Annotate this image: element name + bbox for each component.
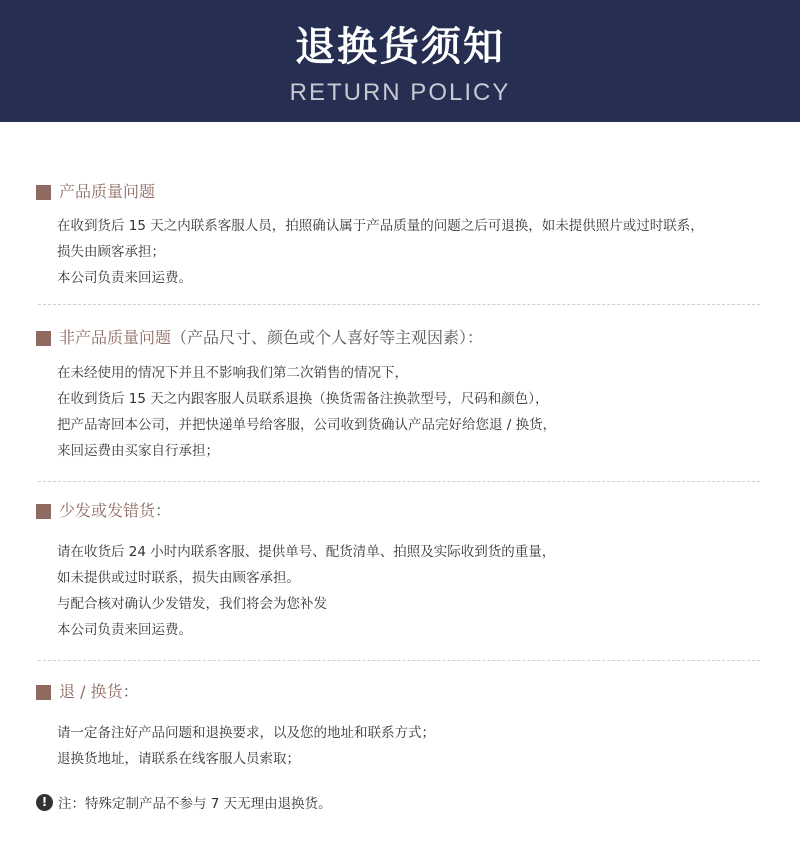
square-bullet-icon	[36, 504, 51, 519]
section-title-suffix: ：	[122, 682, 139, 701]
body-line: 把产品寄回本公司，并把快递单号给客服，公司收到货确认产品完好给您退 / 换货，	[57, 417, 557, 433]
square-bullet-icon	[36, 185, 51, 200]
body-line: 请在收货后 24 小时内联系客服、提供单号、配货清单、拍照及实际收到货的重量，	[57, 544, 556, 560]
section-body-non-quality	[57, 360, 777, 464]
body-line: 来回运费由买家自行承担；	[57, 443, 219, 459]
page-subtitle: RETURN POLICY	[289, 79, 511, 106]
body-line: 本公司负责来回运费。	[57, 622, 192, 638]
body-line: 如未提供或过时联系，损失由顾客承担。	[57, 570, 300, 586]
body-line: 本公司负责来回运费。	[57, 270, 192, 286]
exclamation-icon: !	[36, 794, 53, 811]
body-line: 退换货地址，请联系在线客服人员索取；	[57, 751, 300, 767]
square-bullet-icon	[36, 685, 51, 700]
footnote	[36, 790, 332, 814]
page-title: 退换货须知	[295, 24, 505, 70]
body-line: 损失由顾客承担；	[57, 244, 165, 260]
section-body-quality	[57, 213, 777, 291]
section-title: 非产品质量问题	[59, 328, 172, 347]
body-line: 在收到货后 15 天之内联系客服人员，拍照确认属于产品质量的问题之后可退换，如未提供照片或过时联系，	[57, 218, 704, 234]
section-title: 退 / 换货	[59, 682, 123, 701]
body-line: 请一定备注好产品问题和退换要求，以及您的地址和联系方式；	[57, 725, 435, 741]
footnote-text: 注：特殊定制产品不参与 7 天无理由退换货。	[58, 796, 332, 812]
square-bullet-icon	[36, 331, 51, 346]
section-divider	[38, 660, 760, 661]
section-title-suffix: ：	[155, 501, 172, 520]
body-line: 在未经使用的情况下并且不影响我们第二次销售的情况下，	[57, 365, 408, 381]
section-heading-non-quality	[36, 326, 483, 350]
section-body-return-exchange	[57, 720, 777, 772]
section-divider	[38, 304, 760, 305]
section-heading-return-exchange	[36, 680, 139, 704]
section-divider	[38, 481, 760, 482]
body-line: 在收到货后 15 天之内跟客服人员联系退换（换货需备注换款型号，尺码和颜色），	[57, 391, 549, 407]
section-title: 少发或发错货	[59, 501, 156, 520]
body-line: 与配合核对确认少发错发，我们将会为您补发	[57, 596, 327, 612]
section-heading-quality	[36, 180, 155, 204]
section-body-missing-goods	[57, 539, 777, 643]
section-title-suffix: （产品尺寸、颜色或个人喜好等主观因素）：	[171, 328, 484, 347]
section-heading-missing-goods	[36, 499, 171, 523]
section-title: 产品质量问题	[59, 182, 156, 201]
page-header	[0, 0, 800, 122]
